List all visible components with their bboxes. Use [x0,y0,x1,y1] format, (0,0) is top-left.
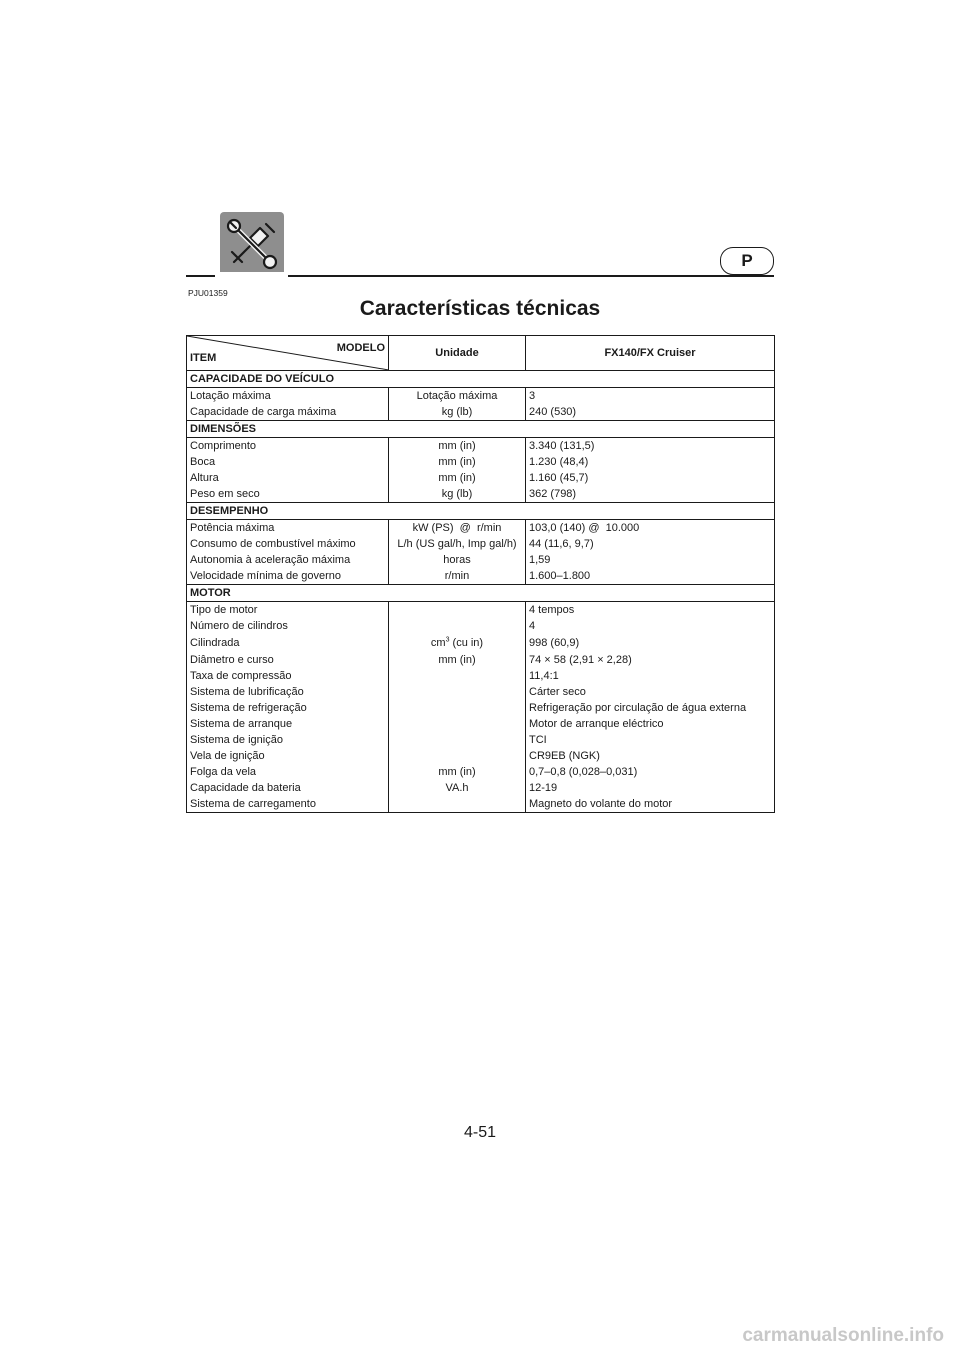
unit-superscript: 3 [445,636,450,644]
item-cell: Peso em seco [187,486,389,503]
unit-base: cm [430,637,446,649]
item-cell: Sistema de arranque [187,716,389,732]
value-cell: 3.340 (131,5) [526,438,775,455]
item-cell: Tipo de motor [187,602,389,619]
unit-cell: Lotação máxima [389,388,526,405]
item-cell: Diâmetro e curso [187,652,389,668]
unit-cell: kg (lb) [389,486,526,503]
unit-cell [389,684,526,700]
table-row [187,748,775,764]
table-row [187,684,775,700]
item-cell: Sistema de carregamento [187,796,389,813]
header-rule-gap [215,272,288,280]
unit-cell [389,618,526,634]
section-header-row [187,585,775,602]
table-row [187,438,775,455]
page-number: 4-51 [463,1124,497,1141]
document-code: PJU01359 [188,288,228,298]
unit-cell [389,602,526,619]
value-cell: Motor de arranque eléctrico [526,716,775,732]
unit-cell: mm (in) [389,470,526,486]
model-name-header: FX140/FX Cruiser [526,336,775,371]
table-row [187,652,775,668]
unit-cell [389,732,526,748]
unit-rest: (cu in) [449,637,484,649]
unit-cell [389,796,526,813]
item-cell: Potência máxima [187,520,389,537]
unit-header: Unidade [389,336,526,371]
unit-cell [389,634,526,652]
value-cell: 103,0 (140) @ 10.000 [526,520,775,537]
item-label: ITEM [190,352,217,364]
item-cell: Comprimento [187,438,389,455]
unit-cell: mm (in) [389,652,526,668]
value-cell: 3 [526,388,775,405]
unit-cell: mm (in) [389,454,526,470]
section-title: DIMENSÕES [187,421,775,438]
table-row [187,764,775,780]
value-cell: TCI [526,732,775,748]
table-row [187,716,775,732]
table-row [187,780,775,796]
unit-cell: kW (PS) @ r/min [389,520,526,537]
table-row [187,732,775,748]
unit-cell: VA.h [389,780,526,796]
table-row [187,602,775,619]
value-cell: 1,59 [526,552,775,568]
value-cell: Cárter seco [526,684,775,700]
table-row [187,470,775,486]
watermark: carmanualsonline.info [742,1325,944,1346]
value-cell: 240 (530) [526,404,775,421]
unit-cell [389,700,526,716]
unit-cell [389,748,526,764]
model-label: MODELO [336,342,385,354]
unit-cell: mm (in) [389,764,526,780]
table-row [187,700,775,716]
value-cell: 4 [526,618,775,634]
section-header-row [187,421,775,438]
table-row [187,634,775,652]
unit-cell: r/min [389,568,526,585]
section-title: CAPACIDADE DO VEÍCULO [187,371,775,388]
item-cell: Sistema de lubrificação [187,684,389,700]
value-cell: CR9EB (NGK) [526,748,775,764]
value-cell: 12-19 [526,780,775,796]
table-row [187,404,775,421]
section-header-row [187,503,775,520]
item-cell: Boca [187,454,389,470]
table-row [187,536,775,552]
value-cell: 362 (798) [526,486,775,503]
unit-cell: kg (lb) [389,404,526,421]
table-row [187,796,775,813]
value-cell: Refrigeração por circulação de água externa [526,700,775,716]
value-cell: 44 (11,6, 9,7) [526,536,775,552]
item-cell: Altura [187,470,389,486]
table-row [187,668,775,684]
unit-cell [389,716,526,732]
table-row [187,454,775,470]
item-cell: Autonomia à aceleração máxima [187,552,389,568]
table-row [187,552,775,568]
table-row [187,388,775,405]
item-cell: Sistema de refrigeração [187,700,389,716]
section-title: MOTOR [187,585,775,602]
page-title: Características técnicas [359,297,601,320]
value-cell: 0,7–0,8 (0,028–0,031) [526,764,775,780]
language-badge: P [720,247,774,275]
item-cell: Cilindrada [187,634,389,652]
item-cell: Capacidade de carga máxima [187,404,389,421]
table-row [187,486,775,503]
item-cell: Capacidade da bateria [187,780,389,796]
model-item-header-cell [187,336,389,371]
value-cell: 4 tempos [526,602,775,619]
value-cell: 11,4:1 [526,668,775,684]
item-cell: Lotação máxima [187,388,389,405]
unit-cell: mm (in) [389,438,526,455]
value-cell: 74 × 58 (2,91 × 2,28) [526,652,775,668]
table-row [187,568,775,585]
value-cell: 1.600–1.800 [526,568,775,585]
specifications-table [186,335,775,813]
item-cell: Sistema de ignição [187,732,389,748]
item-cell: Taxa de compressão [187,668,389,684]
item-cell: Consumo de combustível máximo [187,536,389,552]
section-title: DESEMPENHO [187,503,775,520]
value-cell: Magneto do volante do motor [526,796,775,813]
item-cell: Vela de ignição [187,748,389,764]
unit-cell [389,668,526,684]
item-cell: Folga da vela [187,764,389,780]
table-row [187,520,775,537]
unit-cell: L/h (US gal/h, Imp gal/h) [389,536,526,552]
value-cell: 1.160 (45,7) [526,470,775,486]
item-cell: Número de cilindros [187,618,389,634]
value-cell: 1.230 (48,4) [526,454,775,470]
table-row [187,618,775,634]
value-cell: 998 (60,9) [526,634,775,652]
section-header-row [187,371,775,388]
tools-icon [220,212,284,276]
item-cell: Velocidade mínima de governo [187,568,389,585]
table-header-row [187,336,775,371]
unit-cell: horas [389,552,526,568]
